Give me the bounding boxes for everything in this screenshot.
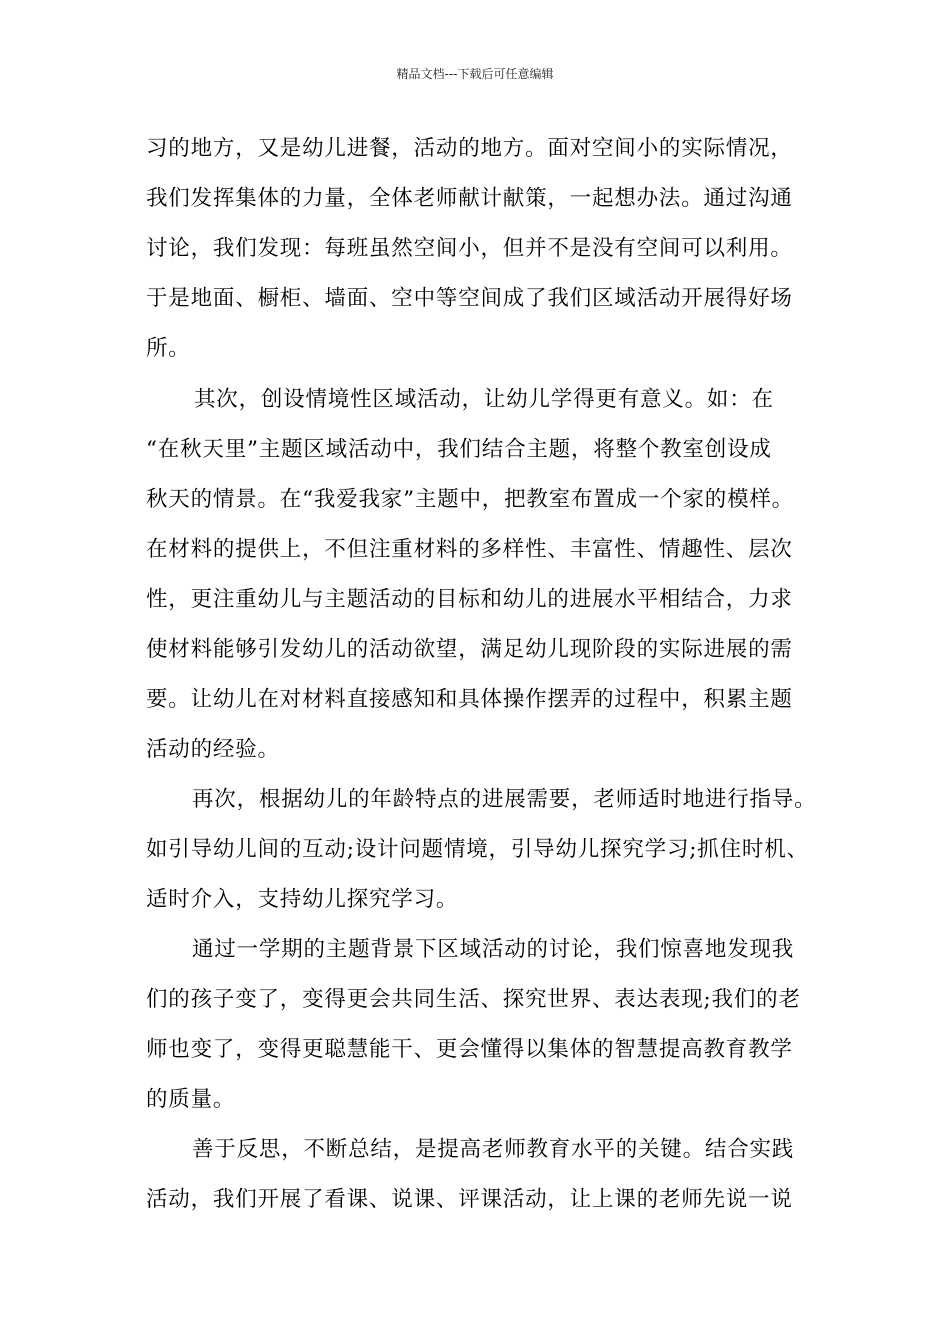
paragraph-line: 习的地方，又是幼儿进餐，活动的地方。面对空间小的实际情况， bbox=[146, 136, 793, 161]
paragraph-line: 我们发挥集体的力量，全体老师献计献策，一起想办法。通过沟通 bbox=[146, 186, 793, 211]
paragraph-line: 善于反思，不断总结，是提高老师教育水平的关键。结合实践 bbox=[192, 1137, 795, 1162]
paragraph-line: 如引导幼儿间的互动;设计问题情境，引导幼儿探究学习;抓住时机、 bbox=[146, 837, 809, 862]
paragraph-line: 适时介入，支持幼儿探究学习。 bbox=[146, 887, 459, 912]
paragraph-line: 性，更注重幼儿与主题活动的目标和幼儿的进展水平相结合，力求 bbox=[146, 587, 793, 612]
paragraph-line: 讨论，我们发现：每班虽然空间小，但并不是没有空间可以利用。 bbox=[146, 236, 793, 261]
paragraph-line: 们的孩子变了，变得更会共同生活、探究世界、表达表现;我们的老 bbox=[146, 987, 801, 1012]
paragraph-line: 师也变了，变得更聪慧能干、更会懂得以集体的智慧提高教育教学 bbox=[146, 1037, 793, 1062]
paragraph-line: 秋天的情景。在“我爱我家”主题中，把教室布置成一个家的模样。 bbox=[146, 487, 794, 512]
paragraph-line: 通过一学期的主题背景下区域活动的讨论，我们惊喜地发现我 bbox=[192, 937, 795, 962]
paragraph-line: 于是地面、橱柜、墙面、空中等空间成了我们区域活动开展得好场 bbox=[146, 286, 793, 311]
paragraph-line: 所。 bbox=[146, 336, 191, 361]
paragraph-line: “在秋天里”主题区域活动中，我们结合主题，将整个教室创设成 bbox=[146, 437, 772, 462]
paragraph-line: 的质量。 bbox=[146, 1087, 236, 1112]
paragraph-line: 其次，创设情境性区域活动，让幼儿学得更有意义。如：在 bbox=[194, 387, 774, 412]
page-header: 精品文档---下载后可任意编辑 bbox=[396, 67, 554, 81]
paragraph-line: 活动，我们开展了看课、说课、评课活动，让上课的老师先说一说 bbox=[146, 1187, 793, 1212]
paragraph-line: 在材料的提供上，不但注重材料的多样性、丰富性、情趣性、层次 bbox=[146, 537, 793, 562]
paragraph-line: 要。让幼儿在对材料直接感知和具体操作摆弄的过程中，积累主题 bbox=[146, 687, 793, 712]
paragraph-line: 再次，根据幼儿的年龄特点的进展需要，老师适时地进行指导。 bbox=[192, 787, 817, 812]
paragraph-line: 使材料能够引发幼儿的活动欲望，满足幼儿现阶段的实际进展的需 bbox=[146, 637, 793, 662]
paragraph-line: 活动的经验。 bbox=[146, 737, 280, 762]
